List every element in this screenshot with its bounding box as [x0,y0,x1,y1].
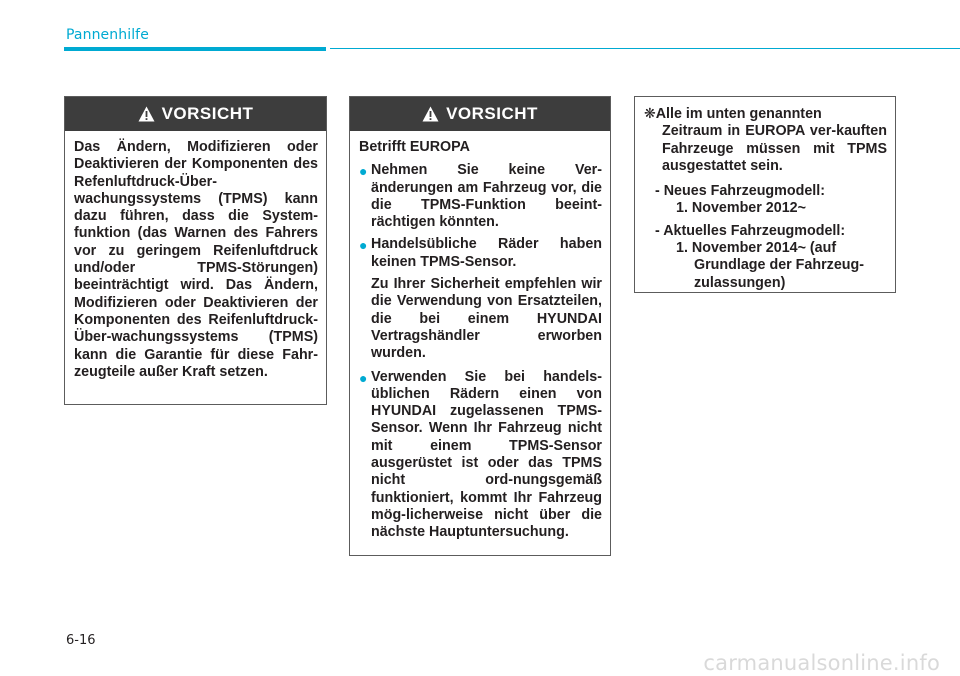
note-item-date: 1. November 2012~ [676,200,806,217]
caution-intro: Betrifft EUROPA [359,139,470,155]
caution-heading: VORSICHT [161,104,254,123]
page-number: 6-16 [66,633,96,648]
header-rule-thin [330,48,960,49]
watermark: carmanualsonline.info [703,651,940,675]
caution-body: Das Ändern, Modifizieren oder Deaktivieren der Komponenten des Refenluftdruck-Über-wachungssystems (TPMS) kann dazu führen, dass die System-funktion (das Warnen des Fahrers vor zu geringem Reifenluftdruck und/oder TPMS-Störungen) beeinträchtigt wird. Das Ändern, Modifizieren oder Deaktivieren der Komponenten des Reifenluftdruck-Über-wachungssystems (TPMS) kann die Garantie für diese Fahr-zeugteile außer Kraft setzen. [74,139,318,380]
note-symbol-icon: ❋ [644,105,656,121]
bullet-item: ● Verwenden Sie bei handels-üblichen Rädern einen von HYUNDAI zugelassenen TPMS-Sensor. Wenn Ihr Fahrzeug nicht mit einem TPMS-Sensor ausgerüstet ist oder das TPMS nicht ord-nungsgemäß funktioniert, kommt Ihr Fahrzeug mög-licherweise nicht über die nächste Hauptuntersuchung. [359,368,602,541]
section-title: Pannenhilfe [66,27,149,43]
note-box [634,96,896,293]
note-text-first: ❋Alle im unten genannten [644,105,822,122]
bullet-dot-icon: ● [359,369,368,386]
note-item-date-continued: Grundlage der Fahrzeug-zulassungen) [694,257,864,291]
header-rule-thick [64,47,326,51]
bullet-dot-icon: ● [359,237,368,254]
note-text: Zeitraum in EUROPA ver-kauften Fahrzeuge müssen mit TPMS ausgestattet sein. [662,123,887,174]
bullet-item: ● Handelsübliche Räder haben keinen TPMS-Sensor. [359,236,602,270]
bullet-item: ● Nehmen Sie keine Ver-änderungen am Fahrzeug vor, die die TPMS-Funktion beeint-rächtigen könnten. [359,162,602,231]
note-item-label: - Aktuelles Fahrzeugmodell: [655,222,846,239]
bullet-dot-icon: ● [359,163,368,180]
caution-box-left [64,96,327,405]
caution-box-header [65,97,326,131]
note-item-label: - Neues Fahrzeugmodell: [655,183,825,200]
caution-box-middle [349,96,611,556]
warning-triangle-icon [422,106,439,122]
caution-heading: VORSICHT [446,104,538,123]
bullet-sub-paragraph: Zu Ihrer Sicherheit empfehlen wir die Verwendung von Ersatzteilen, die bei einem HYUNDAI Vertragshändler erworben wurden. [371,276,602,362]
note-item-date: 1. November 2014~ (auf [676,240,837,257]
caution-box-header [350,97,610,131]
warning-triangle-icon [138,106,155,122]
